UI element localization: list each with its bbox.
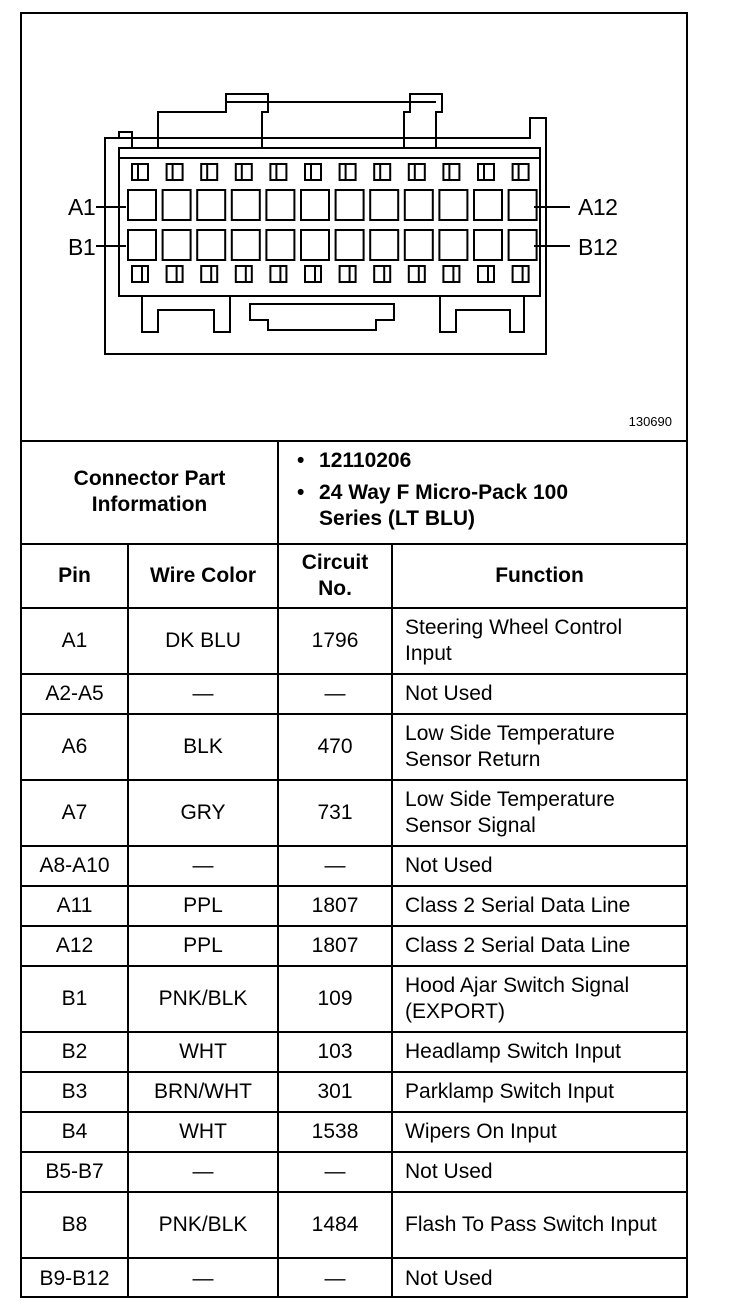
- pin-label-b1: B1: [68, 234, 96, 260]
- table-row: [22, 1258, 686, 1298]
- housing-outline: [105, 118, 546, 354]
- table-row: [22, 966, 686, 1032]
- function-cell: Not Used: [392, 674, 686, 714]
- pin-cavity-a: [232, 190, 260, 220]
- pin-cell: B9-B12: [22, 1258, 128, 1298]
- terminal-latch: [478, 164, 494, 180]
- wire-color-cell: PNK/BLK: [128, 966, 278, 1032]
- connector-info-items-cell: [278, 440, 686, 544]
- circuit-no-cell: —: [278, 674, 392, 714]
- circuit-no-cell: —: [278, 1152, 392, 1192]
- terminal-latch: [270, 164, 286, 180]
- table-row: [22, 1032, 686, 1072]
- pin-cavity-b: [301, 230, 329, 260]
- function-cell: Wipers On Input: [392, 1112, 686, 1152]
- bottom-key-left: [142, 296, 230, 332]
- function-cell: Class 2 Serial Data Line: [392, 926, 686, 966]
- pin-cavity-b: [163, 230, 191, 260]
- circuit-no-cell: 731: [278, 780, 392, 846]
- wire-color-cell: PPL: [128, 886, 278, 926]
- function-cell: Low Side Temperature Sensor Signal: [392, 780, 686, 846]
- pinout-table: [22, 440, 686, 1298]
- connector-diagram: [22, 14, 686, 442]
- table-row: [22, 846, 686, 886]
- wire-color-cell: DK BLU: [128, 608, 278, 674]
- pin-cavity-b: [405, 230, 433, 260]
- table-row: [22, 886, 686, 926]
- terminal-latch: [167, 164, 183, 180]
- terminal-latch: [409, 266, 425, 282]
- terminal-latch: [236, 164, 252, 180]
- terminal-latch: [270, 266, 286, 282]
- pin-cell: B4: [22, 1112, 128, 1152]
- terminal-latch: [201, 164, 217, 180]
- pin-cavity-a: [336, 190, 364, 220]
- terminal-latch: [340, 164, 356, 180]
- pin-cell: A1: [22, 608, 128, 674]
- table-row: [22, 926, 686, 966]
- pin-cavity-a: [509, 190, 537, 220]
- pin-cell: A2-A5: [22, 674, 128, 714]
- function-cell: Not Used: [392, 846, 686, 886]
- wire-color-cell: —: [128, 1152, 278, 1192]
- table-row: [22, 1072, 686, 1112]
- header-wire-color: Wire Color: [128, 544, 278, 608]
- pin-cavity-b: [232, 230, 260, 260]
- connector-info-row: [22, 440, 686, 544]
- terminal-latch: [132, 266, 148, 282]
- pin-cavity-b: [474, 230, 502, 260]
- function-cell: Hood Ajar Switch Signal (EXPORT): [392, 966, 686, 1032]
- function-cell: Headlamp Switch Input: [392, 1032, 686, 1072]
- pin-label-b12: B12: [578, 234, 618, 260]
- function-cell: Class 2 Serial Data Line: [392, 886, 686, 926]
- terminal-latch: [513, 164, 529, 180]
- circuit-no-cell: 301: [278, 1072, 392, 1112]
- function-cell: Parklamp Switch Input: [392, 1072, 686, 1112]
- pin-cell: A12: [22, 926, 128, 966]
- terminal-latch: [443, 266, 459, 282]
- terminal-latch: [409, 164, 425, 180]
- wire-color-cell: PNK/BLK: [128, 1192, 278, 1258]
- pin-cavity-b: [439, 230, 467, 260]
- pin-cavity-b: [266, 230, 294, 260]
- pin-label-a1: A1: [68, 194, 96, 220]
- terminal-latch: [340, 266, 356, 282]
- pin-cavity-a: [301, 190, 329, 220]
- terminal-latch: [513, 266, 529, 282]
- table-header-row: [22, 544, 686, 608]
- pin-cell: A6: [22, 714, 128, 780]
- wire-color-cell: BLK: [128, 714, 278, 780]
- pin-cavities: [128, 164, 537, 282]
- terminal-latch: [478, 266, 494, 282]
- pin-cavity-a: [405, 190, 433, 220]
- header-pin: Pin: [22, 544, 128, 608]
- function-cell: Steering Wheel Control Input: [392, 608, 686, 674]
- function-cell: Low Side Temperature Sensor Return: [392, 714, 686, 780]
- circuit-no-cell: 109: [278, 966, 392, 1032]
- connector-info-item: • 12110206: [319, 448, 686, 474]
- function-cell: Not Used: [392, 1152, 686, 1192]
- connector-info-label: Connector Part Information: [73, 466, 226, 516]
- circuit-no-cell: 1538: [278, 1112, 392, 1152]
- figure-number: 130690: [628, 414, 672, 429]
- connector-sheet: [20, 12, 688, 1298]
- function-cell: Flash To Pass Switch Input: [392, 1192, 686, 1258]
- terminal-latch: [443, 164, 459, 180]
- header-function: Function: [392, 544, 686, 608]
- wire-color-cell: —: [128, 674, 278, 714]
- table-row: [22, 1152, 686, 1192]
- circuit-no-cell: 1807: [278, 926, 392, 966]
- terminal-latch: [201, 266, 217, 282]
- pin-cell: A11: [22, 886, 128, 926]
- wire-color-cell: WHT: [128, 1032, 278, 1072]
- pin-label-a12: A12: [578, 194, 618, 220]
- terminal-latch: [374, 266, 390, 282]
- table-row: [22, 674, 686, 714]
- pin-cell: B1: [22, 966, 128, 1032]
- circuit-no-cell: 1796: [278, 608, 392, 674]
- pin-cavity-b: [370, 230, 398, 260]
- circuit-no-cell: —: [278, 846, 392, 886]
- pin-cell: B5-B7: [22, 1152, 128, 1192]
- function-cell: Not Used: [392, 1258, 686, 1298]
- circuit-no-cell: 103: [278, 1032, 392, 1072]
- pin-cavity-a: [128, 190, 156, 220]
- pin-cavity-a: [266, 190, 294, 220]
- pin-cavity-a: [163, 190, 191, 220]
- connector-info-label-cell: [22, 440, 278, 544]
- pin-cell: A7: [22, 780, 128, 846]
- pin-cell: B3: [22, 1072, 128, 1112]
- terminal-latch: [305, 266, 321, 282]
- connector-info-list: [279, 448, 686, 532]
- connector-drawing: [22, 14, 686, 440]
- circuit-no-cell: —: [278, 1258, 392, 1298]
- wire-color-cell: —: [128, 846, 278, 886]
- pin-cavity-b: [128, 230, 156, 260]
- table-row: [22, 1192, 686, 1258]
- terminal-latch: [167, 266, 183, 282]
- pin-cavity-b: [197, 230, 225, 260]
- table-row: [22, 1112, 686, 1152]
- pin-cavity-b: [509, 230, 537, 260]
- bottom-key-right: [440, 296, 524, 332]
- circuit-no-cell: 1807: [278, 886, 392, 926]
- pin-cavity-a: [474, 190, 502, 220]
- circuit-no-cell: 1484: [278, 1192, 392, 1258]
- terminal-latch: [305, 164, 321, 180]
- wire-color-cell: GRY: [128, 780, 278, 846]
- wire-color-cell: —: [128, 1258, 278, 1298]
- circuit-no-cell: 470: [278, 714, 392, 780]
- pin-cell: A8-A10: [22, 846, 128, 886]
- pin-cavity-a: [197, 190, 225, 220]
- pin-cavity-a: [439, 190, 467, 220]
- pin-cavity-b: [336, 230, 364, 260]
- header-circuit-no: Circuit No.: [278, 544, 392, 608]
- table-row: [22, 714, 686, 780]
- pin-cell: B2: [22, 1032, 128, 1072]
- wire-color-cell: BRN/WHT: [128, 1072, 278, 1112]
- bottom-key-center: [250, 304, 394, 330]
- table-row: [22, 780, 686, 846]
- table-row: [22, 608, 686, 674]
- terminal-latch: [132, 164, 148, 180]
- wire-color-cell: PPL: [128, 926, 278, 966]
- connector-info-item: • 24 Way F Micro-Pack 100 Series (LT BLU): [319, 480, 686, 532]
- wire-color-cell: WHT: [128, 1112, 278, 1152]
- pin-cavity-a: [370, 190, 398, 220]
- pin-cell: B8: [22, 1192, 128, 1258]
- terminal-latch: [236, 266, 252, 282]
- housing-left-tab: [105, 132, 132, 148]
- terminal-latch: [374, 164, 390, 180]
